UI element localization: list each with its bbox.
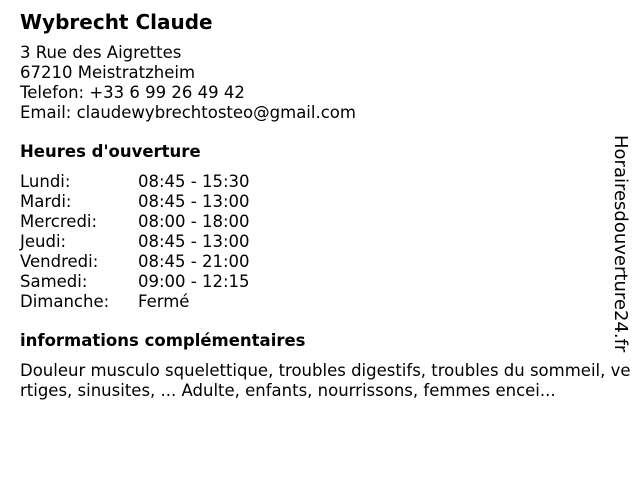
hours-day: Jeudi: xyxy=(20,232,67,251)
hours-time: 08:45 - 13:00 xyxy=(138,192,250,211)
hours-row-monday xyxy=(20,172,632,192)
additional-info-heading: informations complémentaires xyxy=(20,331,306,350)
hours-time: 08:45 - 21:00 xyxy=(138,252,250,271)
business-name: Wybrecht Claude xyxy=(20,10,213,34)
address-street: 3 Rue des Aigrettes xyxy=(20,43,182,62)
hours-row-wednesday xyxy=(20,212,632,232)
opening-hours-heading: Heures d'ouverture xyxy=(20,142,201,161)
hours-time: 08:45 - 13:00 xyxy=(138,232,250,251)
additional-info-text: Douleur musculo squelettique, troubles digestifs, troubles du sommeil, vertiges, sinusites, ... Adulte, enfants, nourrissons, femmes encei... xyxy=(20,361,631,400)
hours-time: 08:45 - 15:30 xyxy=(138,172,250,191)
hours-row-sunday xyxy=(20,292,632,312)
hours-time: Fermé xyxy=(138,292,190,311)
hours-row-tuesday xyxy=(20,192,632,212)
hours-day: Dimanche: xyxy=(20,292,110,311)
hours-day: Samedi: xyxy=(20,272,88,291)
hours-day: Vendredi: xyxy=(20,252,99,271)
hours-time: 08:00 - 18:00 xyxy=(138,212,250,231)
phone-number: Telefon: +33 6 99 26 49 42 xyxy=(20,83,245,102)
hours-time: 09:00 - 12:15 xyxy=(138,272,250,291)
hours-day: Mardi: xyxy=(20,192,72,211)
email-address: Email: claudewybrechtosteo@gmail.com xyxy=(20,103,356,122)
site-watermark: Horairesdouverture24.fr xyxy=(610,135,631,353)
business-card xyxy=(20,10,632,401)
hours-row-friday xyxy=(20,252,632,272)
hours-day: Mercredi: xyxy=(20,212,98,231)
hours-day: Lundi: xyxy=(20,172,71,191)
hours-row-thursday xyxy=(20,232,632,252)
address-city: 67210 Meistratzheim xyxy=(20,63,196,82)
opening-hours-table xyxy=(20,172,632,312)
hours-row-saturday xyxy=(20,272,632,292)
